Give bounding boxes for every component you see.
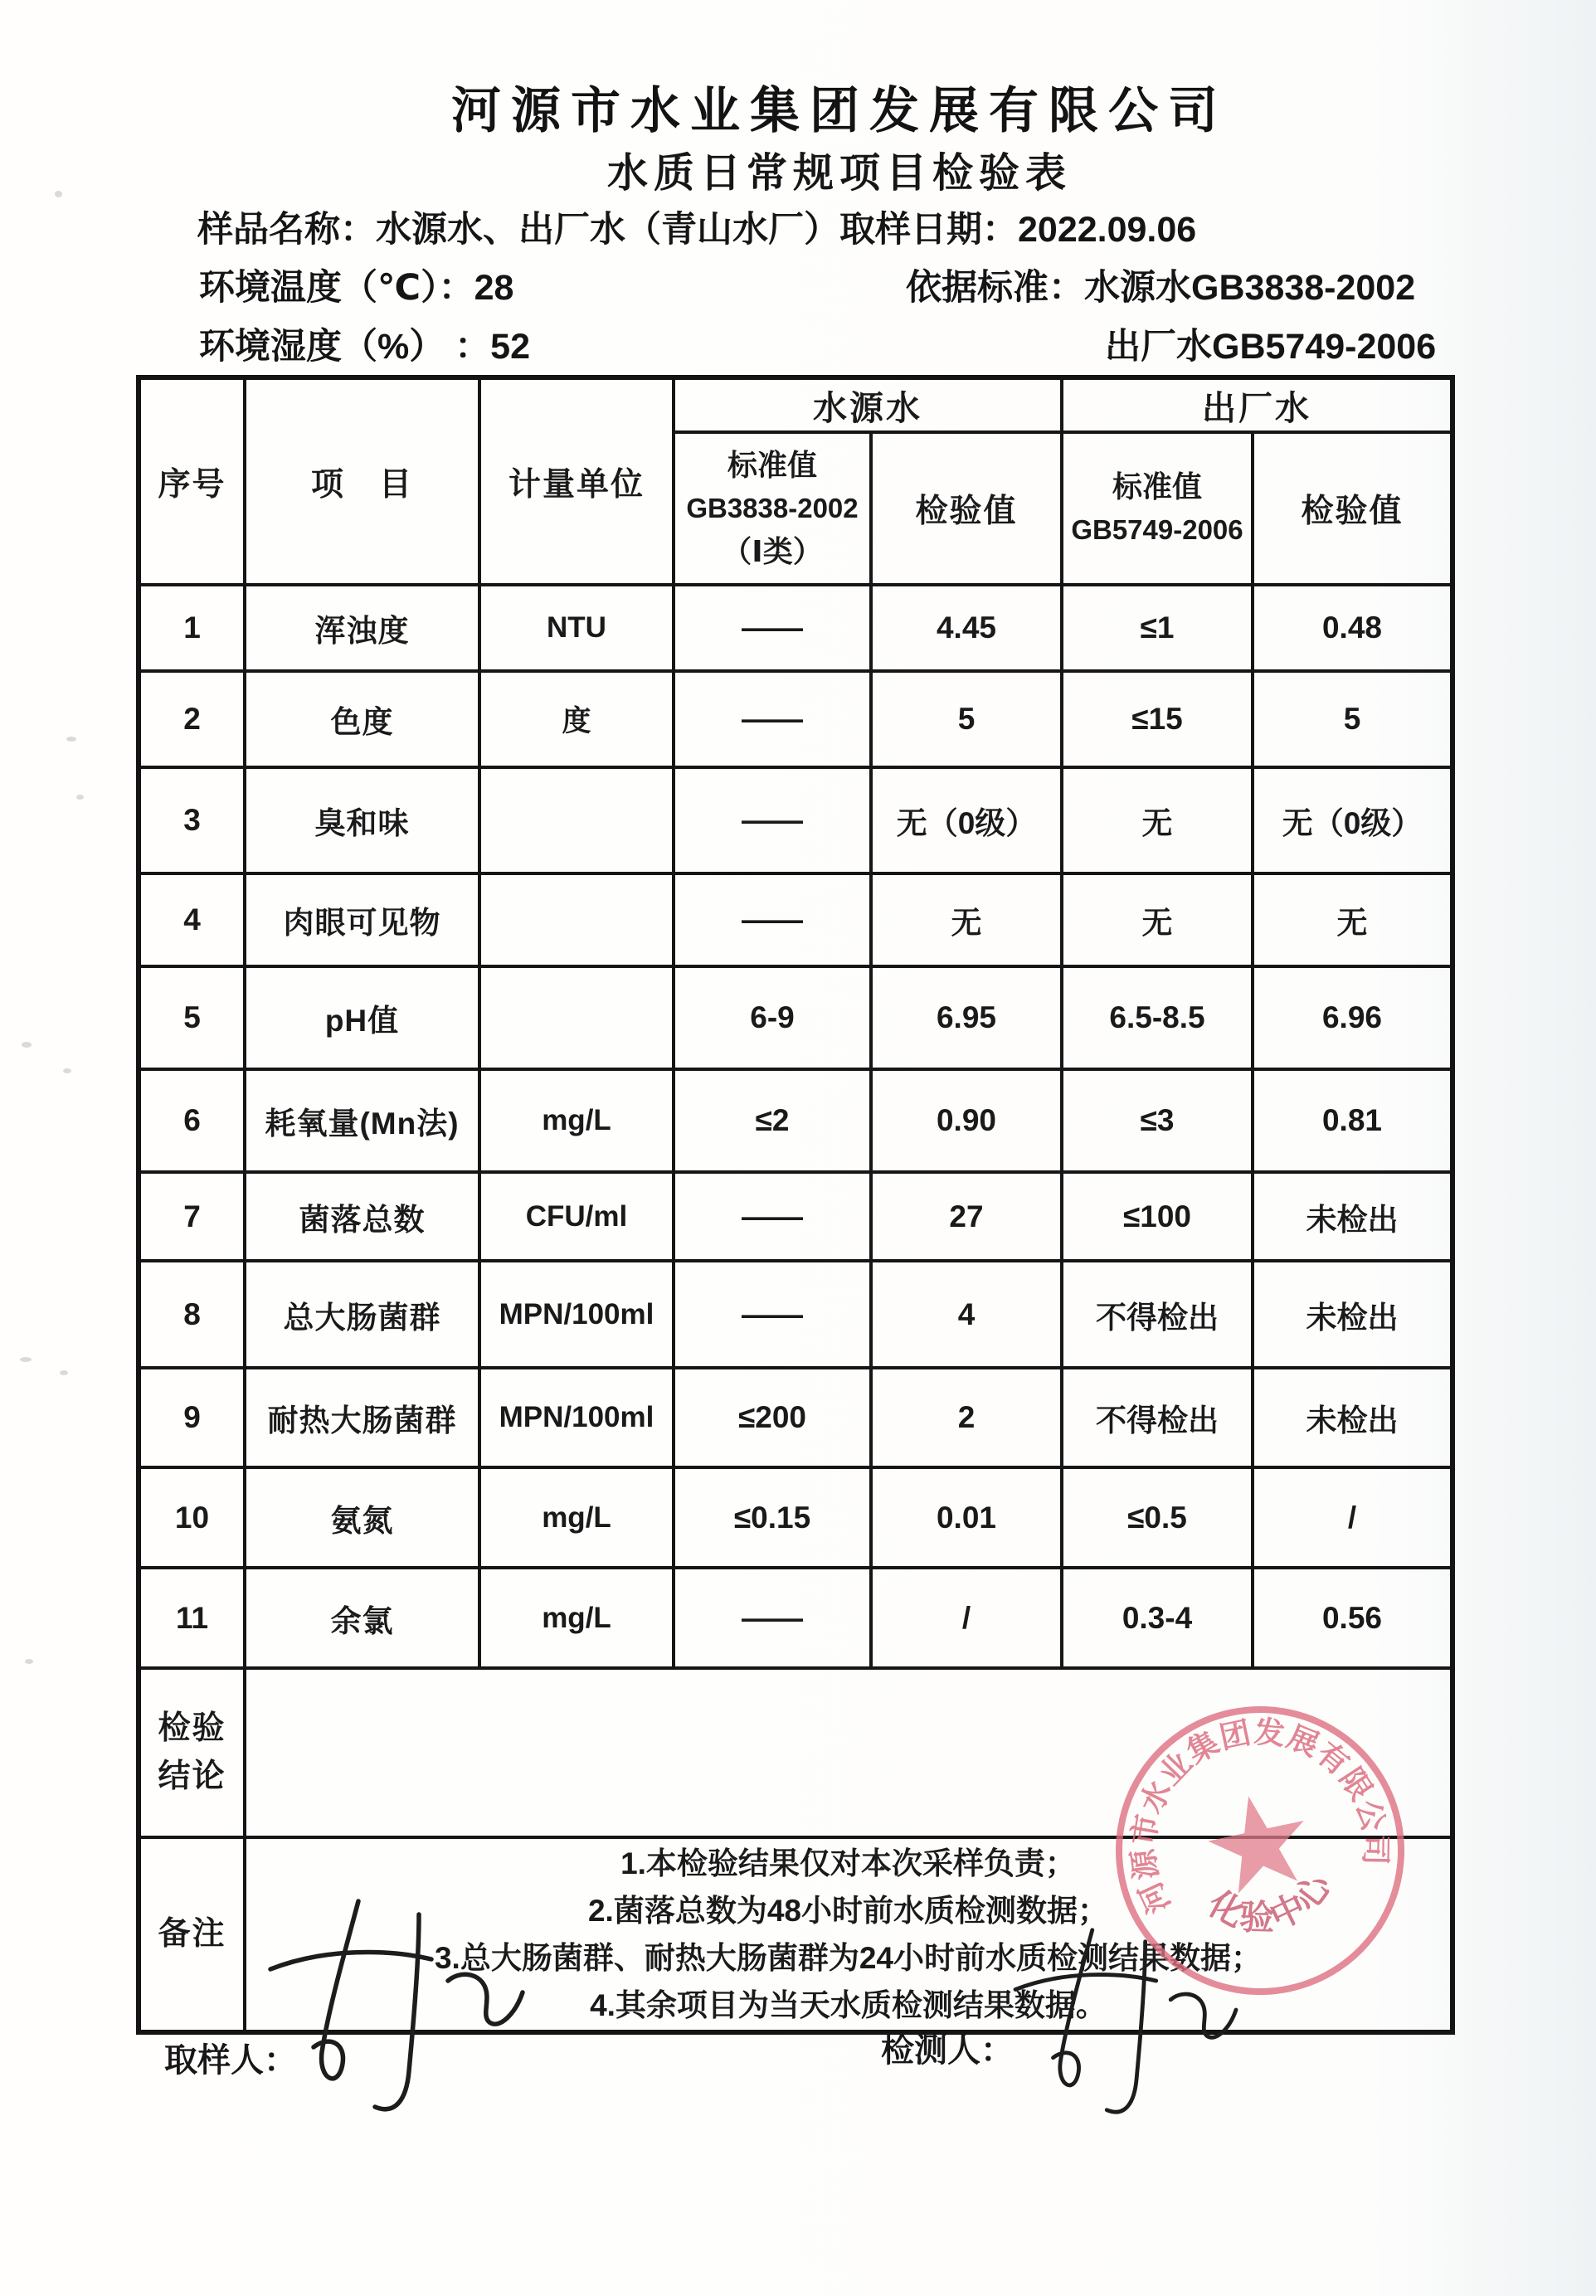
cell-no: 3 [139, 767, 245, 873]
cell-unit: 度 [479, 671, 674, 767]
cell-outlet-value: 未检出 [1253, 1368, 1452, 1467]
note-line: 2.菌落总数为48小时前水质检测数据； [587, 1894, 1108, 1928]
cell-item: 臭和味 [245, 767, 479, 873]
stamp-center-text: 化验中心 [1202, 1864, 1341, 1938]
scan-speck [60, 1370, 68, 1375]
scan-speck [76, 795, 84, 800]
cell-outlet-value: 无（0级） [1253, 767, 1452, 873]
cell-source-value: 6.95 [871, 966, 1062, 1069]
cell-source-value: 4 [871, 1261, 1062, 1368]
scan-speck [66, 737, 76, 742]
cell-source-standard: 6-9 [674, 966, 871, 1069]
cell-item: 总大肠菌群 [245, 1261, 479, 1368]
scan-speck [55, 191, 62, 197]
scan-speck [25, 1659, 33, 1664]
conclusion-label [139, 1668, 245, 1837]
conclusion-label-line1: 检验 [158, 1710, 226, 1746]
cell-item: 氨氮 [245, 1467, 479, 1568]
cell-outlet-value: 5 [1253, 671, 1452, 767]
cell-outlet-standard: 不得检出 [1062, 1368, 1253, 1467]
scan-speck [22, 1042, 32, 1048]
source-standard-line3: （Ⅰ类） [722, 534, 823, 568]
sample-date: 取样日期：2022.09.06 [839, 210, 1197, 250]
cell-source-standard: —— [674, 767, 871, 873]
tester-label: 检测人： [881, 2032, 1014, 2069]
cell-no: 1 [139, 585, 245, 671]
cell-outlet-standard: ≤100 [1062, 1172, 1253, 1261]
cell-unit: MPN/100ml [479, 1368, 674, 1467]
note-line: 4.其余项目为当天水质检测结果数据。 [590, 1988, 1107, 2022]
cell-source-value: 0.90 [871, 1069, 1062, 1172]
cell-source-value: 无（0级） [871, 767, 1062, 873]
cell-outlet-value: / [1253, 1467, 1452, 1568]
col-header-outlet-standard [1062, 432, 1253, 585]
cell-no: 4 [139, 873, 245, 966]
cell-outlet-standard: 不得检出 [1062, 1261, 1253, 1368]
company-title: 河源市水业集团发展有限公司 [451, 83, 1228, 139]
header-group-row [139, 377, 1452, 432]
cell-source-value: 4.45 [871, 585, 1062, 671]
cell-unit: mg/L [479, 1467, 674, 1568]
col-header-no: 序号 [139, 377, 245, 585]
cell-no: 8 [139, 1261, 245, 1368]
cell-unit: NTU [479, 585, 674, 671]
cell-item: 浑浊度 [245, 585, 479, 671]
standard-source-water: 依据标准：水源水GB3838-2002 [906, 268, 1416, 308]
sampler-signature [249, 1893, 531, 2125]
cell-source-standard: ≤0.15 [674, 1467, 871, 1568]
table-row [139, 873, 1452, 966]
cell-no: 9 [139, 1368, 245, 1467]
cell-outlet-standard: 6.5-8.5 [1062, 966, 1253, 1069]
cell-outlet-value: 无 [1253, 873, 1452, 966]
cell-source-standard: ≤2 [674, 1069, 871, 1172]
cell-source-standard: —— [674, 873, 871, 966]
cell-item: 余氯 [245, 1568, 479, 1668]
note-line: 3.总大肠菌群、耐热大肠菌群为24小时前水质检测结果数据； [434, 1941, 1262, 1975]
env-humidity: 环境湿度（%） ：52 [199, 327, 531, 367]
cell-no: 5 [139, 966, 245, 1069]
outlet-standard-line1: 标准值 [1112, 469, 1202, 503]
cell-no: 11 [139, 1568, 245, 1668]
source-standard-line2: GB3838-2002 [686, 493, 859, 523]
cell-outlet-value: 0.56 [1253, 1568, 1452, 1668]
cell-outlet-value: 0.48 [1253, 585, 1452, 671]
cell-source-value: 0.01 [871, 1467, 1062, 1568]
notes-label: 备注 [139, 1837, 245, 2032]
scan-speck [63, 1068, 71, 1073]
sampler-label: 取样人： [164, 2042, 297, 2079]
col-header-outlet-check: 检验值 [1253, 432, 1452, 585]
sample-name: 样品名称：水源水、出厂水（青山水厂） [197, 210, 839, 250]
col-header-item: 项 目 [245, 377, 479, 585]
standard-outlet-water: 出厂水GB5749-2006 [1105, 327, 1437, 367]
cell-no: 10 [139, 1467, 245, 1568]
table-row [139, 1568, 1452, 1668]
cell-no: 6 [139, 1069, 245, 1172]
cell-no: 7 [139, 1172, 245, 1261]
table-row [139, 1368, 1452, 1467]
table-row [139, 671, 1452, 767]
cell-source-value: / [871, 1568, 1062, 1668]
cell-outlet-value: 未检出 [1253, 1172, 1452, 1261]
cell-outlet-standard: 无 [1062, 767, 1253, 873]
cell-source-standard: —— [674, 585, 871, 671]
scan-speck [20, 1357, 32, 1362]
cell-unit: CFU/ml [479, 1172, 674, 1261]
cell-source-standard: ≤200 [674, 1368, 871, 1467]
cell-source-value: 27 [871, 1172, 1062, 1261]
cell-unit: mg/L [479, 1069, 674, 1172]
table-row [139, 1069, 1452, 1172]
cell-source-standard: —— [674, 671, 871, 767]
col-header-unit: 计量单位 [479, 377, 674, 585]
cell-item: 肉眼可见物 [245, 873, 479, 966]
table-row [139, 585, 1452, 671]
cell-unit [479, 966, 674, 1069]
cell-outlet-standard: ≤1 [1062, 585, 1253, 671]
col-header-source-check: 检验值 [871, 432, 1062, 585]
cell-outlet-standard: ≤0.5 [1062, 1467, 1253, 1568]
col-header-source-standard [674, 432, 871, 585]
sample-info-line [197, 202, 1196, 252]
cell-outlet-value: 未检出 [1253, 1261, 1452, 1368]
note-line: 1.本检验结果仅对本次采样负责； [620, 1846, 1076, 1880]
cell-unit [479, 767, 674, 873]
cell-outlet-standard: 0.3-4 [1062, 1568, 1253, 1668]
table-row [139, 1261, 1452, 1368]
stamp-ring-text: 河源市水业集团发展有限公司 [1126, 1715, 1393, 1919]
cell-outlet-standard: ≤15 [1062, 671, 1253, 767]
outlet-standard-line2: GB5749-2006 [1071, 514, 1243, 545]
tester-signature [987, 1923, 1253, 2126]
cell-source-standard: —— [674, 1172, 871, 1261]
cell-item: 菌落总数 [245, 1172, 479, 1261]
cell-source-standard: —— [674, 1568, 871, 1668]
cell-no: 2 [139, 671, 245, 767]
cell-item: pH值 [245, 966, 479, 1069]
cell-outlet-value: 0.81 [1253, 1069, 1452, 1172]
cell-item: 耗氧量(Mn法) [245, 1069, 479, 1172]
cell-source-value: 5 [871, 671, 1062, 767]
table-row [139, 966, 1452, 1069]
env-temperature: 环境温度（℃）：28 [199, 268, 514, 308]
table-row [139, 1467, 1452, 1568]
col-group-outlet-water: 出厂水 [1062, 377, 1452, 432]
source-standard-line1: 标准值 [727, 448, 817, 482]
form-title: 水质日常规项目检验表 [606, 151, 1072, 196]
cell-outlet-value: 6.96 [1253, 966, 1452, 1069]
cell-source-value: 2 [871, 1368, 1062, 1467]
cell-source-value: 无 [871, 873, 1062, 966]
cell-outlet-standard: 无 [1062, 873, 1253, 966]
cell-item: 耐热大肠菌群 [245, 1368, 479, 1467]
cell-unit [479, 873, 674, 966]
cell-source-standard: —— [674, 1261, 871, 1368]
cell-unit: mg/L [479, 1568, 674, 1668]
table-row [139, 1172, 1452, 1261]
table-row [139, 767, 1452, 873]
conclusion-label-line2: 结论 [158, 1758, 226, 1794]
cell-item: 色度 [245, 671, 479, 767]
cell-outlet-standard: ≤3 [1062, 1069, 1253, 1172]
cell-unit: MPN/100ml [479, 1261, 674, 1368]
col-group-source-water: 水源水 [674, 377, 1062, 432]
